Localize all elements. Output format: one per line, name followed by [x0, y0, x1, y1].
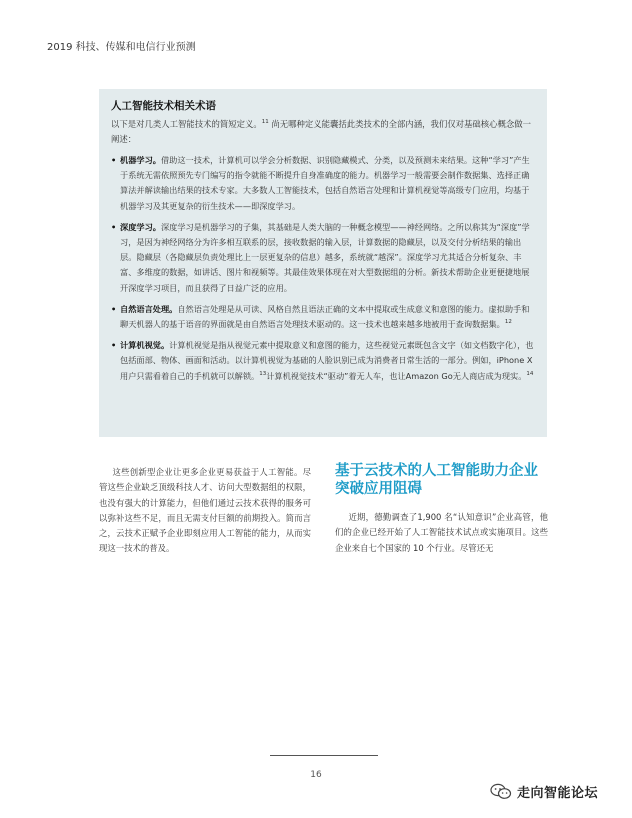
watermark [490, 781, 598, 801]
term-definition: 借助这一技术，计算机可以学会分析数据、识别隐藏模式、分类，以及预测未来结果。这种“学习”产生于系统无需依照预先专门编写的指令就能不断提升自身准确度的能力。机器学习一般需要会制作数据集、选择正确算法并解读输出结果的技术专家。大多数人工智能技术，包括自然语言处理和计算机视觉等高级专门应用，均基于机器学习及其更复杂的衍生技术——即深度学习。 [120, 155, 530, 211]
term-label: 计算机视觉。 [120, 340, 170, 351]
term-item-nlp [111, 302, 535, 332]
footnote-ref: 14 [526, 370, 534, 377]
term-label: 机器学习。 [120, 155, 161, 165]
term-label: 自然语言处理。 [120, 303, 178, 314]
term-definition: 深度学习是机器学习的子集，其基础是人类大脑的一种概念模型——神经网络。之所以称其为“深度”学习，是因为神经网络分为许多相互联系的层，接收数据的输入层，计算数据的隐藏层，以及交付分析结果的输出层。隐藏层（各隐藏层负责处理比上一层更复杂的信息）越多，系统就“越深”。深度学习尤其适合分析复杂、丰富、多维度的数据，如讲话、图片和视频等。其最佳效果体现在对大型数据组的分析。新技术帮助企业更便捷地展开深度学习项目，而且获得了日益广泛的应用。 [120, 221, 530, 293]
running-header: 2019 科技、传媒和电信行业预测 [47, 42, 196, 53]
watermark-text: 走向智能论坛 [517, 785, 599, 801]
term-item-machine-learning [111, 153, 535, 214]
sidebox-title: 人工智能技术相关术语 [111, 100, 216, 112]
term-item-computer-vision [111, 338, 535, 384]
footnote-ref: 13 [259, 370, 267, 377]
footnote-ref: 12 [504, 319, 512, 326]
left-column-paragraph: 这些创新型企业让更多企业更易获益于人工智能。尽管这些企业缺乏顶级科技人才、访问大型数据组的权限，也没有强大的计算能力，但他们通过云技术获得的服务可以弥补这些不足，而且无需支付巨额的前期投入。简而言之，云技术正赋予企业即刻应用人工智能的能力，从而实现这一技术的普及。 [99, 467, 311, 554]
term-definition-cont: 计算机视觉技术“驱动”着无人车，也让Amazon Go无人商店成为现实。 [266, 370, 527, 381]
term-definition: 自然语言处理是从可读、风格自然且语法正确的文本中提取或生成意义和意图的能力。虚拟助手和聊天机器人的基于语音的界面就是由自然语言处理技术驱动的。这一技术也越来越多地被用于查询数据集。 [120, 303, 530, 330]
wechat-icon [490, 783, 512, 800]
term-item-deep-learning [111, 220, 535, 296]
page-number: 16 [310, 770, 322, 780]
sidebox-intro-text-cont: 尚无哪种定义能囊括此类技术的全部内涵，我们仅对基础核心概念做一阐述： [111, 119, 532, 144]
right-column-paragraph: 近期，德勤调查了1,900 名“认知意识”企业高管，他们的企业已经开始了人工智能技术试点或实施项目。这些企业来自七个国家的 10 个行业。尽管还无 [335, 512, 548, 553]
sidebox-intro-text: 以下是对几类人工智能技术的简短定义。 [111, 119, 262, 129]
section-heading: 基于云技术的人工智能助力企业突破应用阻碍 [335, 463, 538, 497]
term-definition: 计算机视觉是指从视觉元素中提取意义和意图的能力，这些视觉元素既包含文字（如文档数字化），也包括面部、物体、画面和活动。以计算机视觉为基础的人脸识别已成为消费者日常生活的一部分。例如，iPhone X用户只需看着自己的手机就可以解锁。 [120, 340, 534, 381]
terminology-sidebox [99, 89, 547, 437]
terms-list [111, 153, 535, 384]
sidebox-intro [111, 117, 535, 147]
term-label: 深度学习。 [120, 221, 161, 232]
footer-divider [270, 755, 378, 756]
footnote-ref: 11 [261, 119, 269, 125]
